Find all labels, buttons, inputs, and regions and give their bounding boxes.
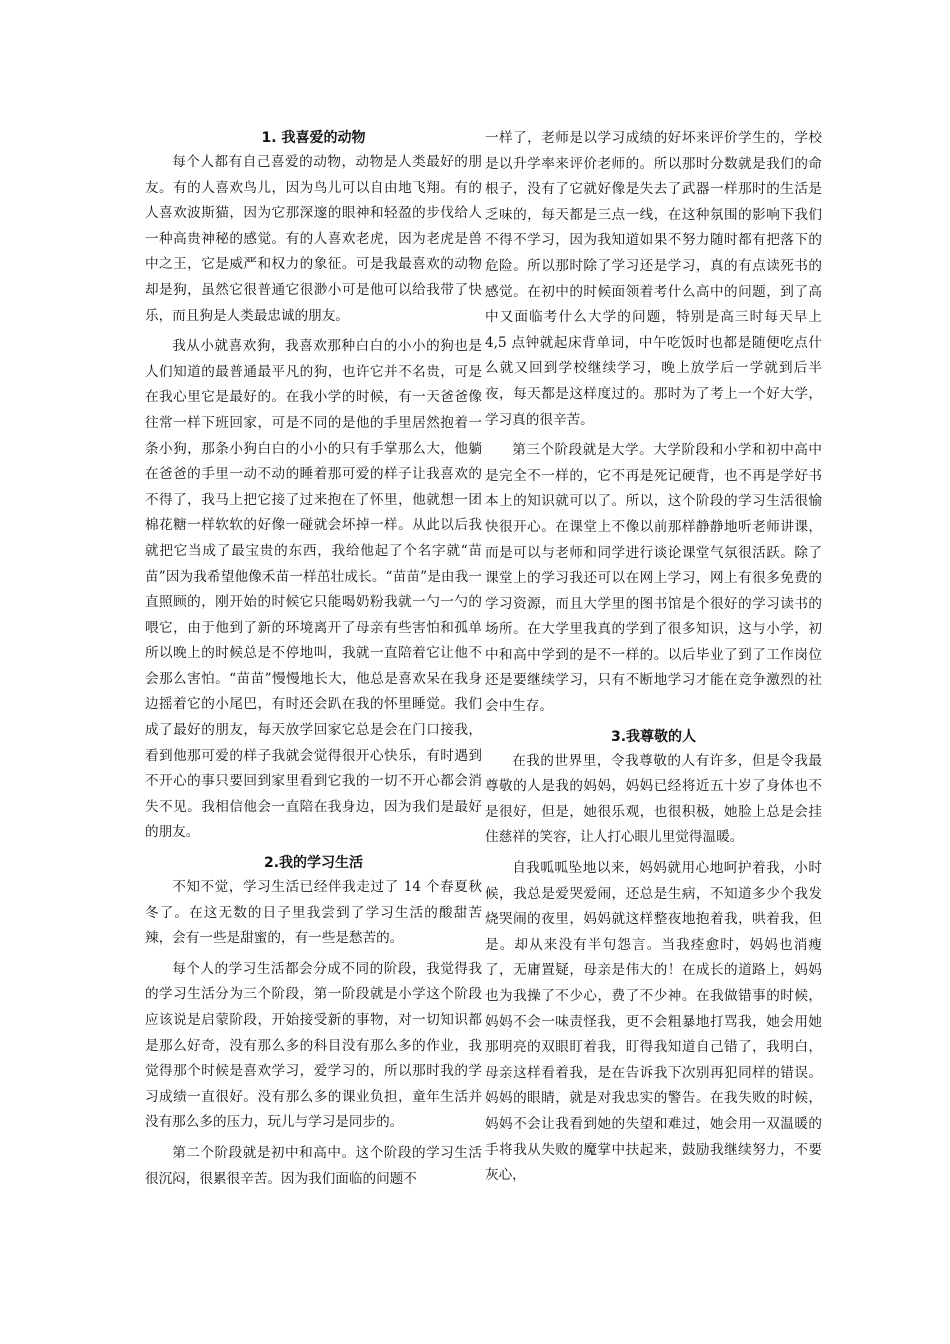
section-title-favorite-animal: 1. 我喜爱的动物: [261, 130, 366, 146]
paragraph: 每个人的学习生活都会分成不同的阶段，我觉得我的学习生活分为三个阶段，第一阶段就是小学这个阶段应该说是启蒙阶段，开始接受新的事物，对一切知识都是那么好奇，没有那么多的科目没有那么多的作业，我觉得那个时候是喜欢学习，爱学习的，所以那时我的学习成绩一直很好。没有那么多的课业负担，童年生活并没有那么多的压力，玩儿与学习是同步的。: [145, 960, 482, 1131]
paragraph-continuation: 一样了，老师是以学习成绩的好坏来评价学生的，学校是以升学率来评价老师的。所以那时分数就是我们的命根子，没有了它就好像是失去了武器一样那时的生活是乏味的，每天都是三点一线，在这种氛围的影响下我们不得不学习，因为我知道如果不努力随时都有把落下的危险。所以那时除了学习还是学习，真的有点读死书的感觉。在初中的时候面领着考什么高中的问题，到了高中又面临考什么大学的问题，特别是高三时每天早上 4,5 点钟就起床背单词，中午吃饭时也都是随便吃点什么就又回到学校继续学习，晚上放学后一学就到后半夜，每天都是这样度过的。那时为了考上一个好大学，学习真的很辛苦。: [485, 130, 822, 428]
section-title-study-life: 2.我的学习生活: [263, 855, 364, 872]
paragraph: 第二个阶段就是初中和高中。这个阶段的学习生活很沉闷，很累很辛苦。因为我们面临的问题不: [145, 1144, 482, 1187]
right-column: [485, 126, 822, 1194]
paragraph: 第三个阶段就是大学。大学阶段和小学和初中高中是完全不一样的，它不再是死记硬背，也不再是学好书本上的知识就可以了。所以，这个阶段的学习生活很愉快很开心。在课堂上不像以前那样静静地听老师讲课，而是可以与老师和同学进行谈论课堂气氛很活跃。除了课堂上的学习我还可以在网上学习，网上有很多免费的学习资源，而且大学里的图书馆是个很好的学习读书的场所。在大学里我真的学到了很多知识，这与小学，初中和高中学到的是不一样的。以后毕业了到了工作岗位还是要继续学习，只有不断地学习才能在竞争激烈的社会中生存。: [485, 442, 822, 715]
paragraph: 我从小就喜欢狗，我喜欢那种白白的小小的狗也是人们知道的最普通最平凡的狗，也许它并不名贵，可是在我心里它是最好的。在我小学的时候，有一天爸爸像往常一样下班回家，可是不同的是他的手里居然抱着一条小狗，那条小狗白白的小小的只有手掌那么大，他躺在爸爸的手里一动不动的睡着那可爱的样子让我喜欢的不得了，我马上把它接了过来抱在了怀里，他就想一团棉花糖一样软软的好像一碰就会坏掉一样。从此以后我就把它当成了最宝贵的东西，我给他起了个名字就“苗苗”因为我希望他像禾苗一样茁壮成长。“苗苗”是由我一直照顾的，刚开始的时候它只能喝奶粉我就一勺一勺的喂它，由于他到了新的环境离开了母亲有些害怕和孤单所以晚上的时候总是不停地叫，我就一直陪着它让他不会那么害怕。“苗苗”慢慢地长大，他总是喜欢呆在我身边摇着它的小尾巴，有时还会趴在我的怀里睡觉。我们成了最好的朋友，每天放学回家它总是会在门口接我，看到他那可爱的样子我就会觉得很开心快乐，有时遇到不开心的事只要回到家里看到它我的一切不开心都会消失不见。我相信他会一直陪在我身边，因为我们是最好的朋友。: [145, 338, 482, 841]
paragraph: 不知不觉，学习生活已经伴我走过了 14 个春夏秋冬了。在这无数的日子里我尝到了学习生活的酸甜苦辣，会有一些是甜蜜的，有一些是愁苦的。: [145, 879, 482, 947]
paragraph: 每个人都有自己喜爱的动物，动物是人类最好的朋友。有的人喜欢鸟儿，因为鸟儿可以自由地飞翔。有的人喜欢波斯猫，因为它那深邃的眼神和轻盈的步伐给人一种高贵神秘的感觉。有的人喜欢老虎，因为老虎是兽中之王，它是威严和权力的象征。可是我最喜欢的动物却是狗，虽然它很普通它很渺小可是他可以给我带了快乐，而且狗是人类最忠诚的朋友。: [145, 154, 482, 324]
paragraph: 自我呱呱坠地以来，妈妈就用心地呵护着我，小时候，我总是爱哭爱闹，还总是生病，不知道多少个我发烧哭闹的夜里，妈妈就这样整夜地抱着我，哄着我，但是。却从来没有半句怨言。当我痊愈时，妈妈也消瘦了，无庸置疑，母亲是伟大的！在成长的道路上，妈妈也为我操了不少心，费了不少神。在我做错事的时候，妈妈不会一味责怪我，更不会粗暴地打骂我，她会用她那明亮的双眼盯着我，盯得我知道自己错了，我明白，母亲这样看着我，是在告诉我下次别再犯同样的错误。妈妈的眼睛，就是对我忠实的警告。在我失败的时候，妈妈不会让我看到她的失望和难过，她会用一双温暖的手将我从失败的魔掌中扶起来，鼓励我继续努力，不要灰心，: [485, 860, 822, 1184]
paragraph: 在我的世界里，令我尊敬的人有许多，但是令我最尊敬的人是我的妈妈，妈妈已经将近五十岁了身体也不是很好，但是，她很乐观，也很积极，她脸上总是会挂住慈祥的笑容，让人打心眼儿里觉得温暖。: [485, 752, 822, 846]
section-title-respected-person: 3.我尊敬的人: [610, 728, 697, 745]
left-column: [145, 126, 482, 1197]
